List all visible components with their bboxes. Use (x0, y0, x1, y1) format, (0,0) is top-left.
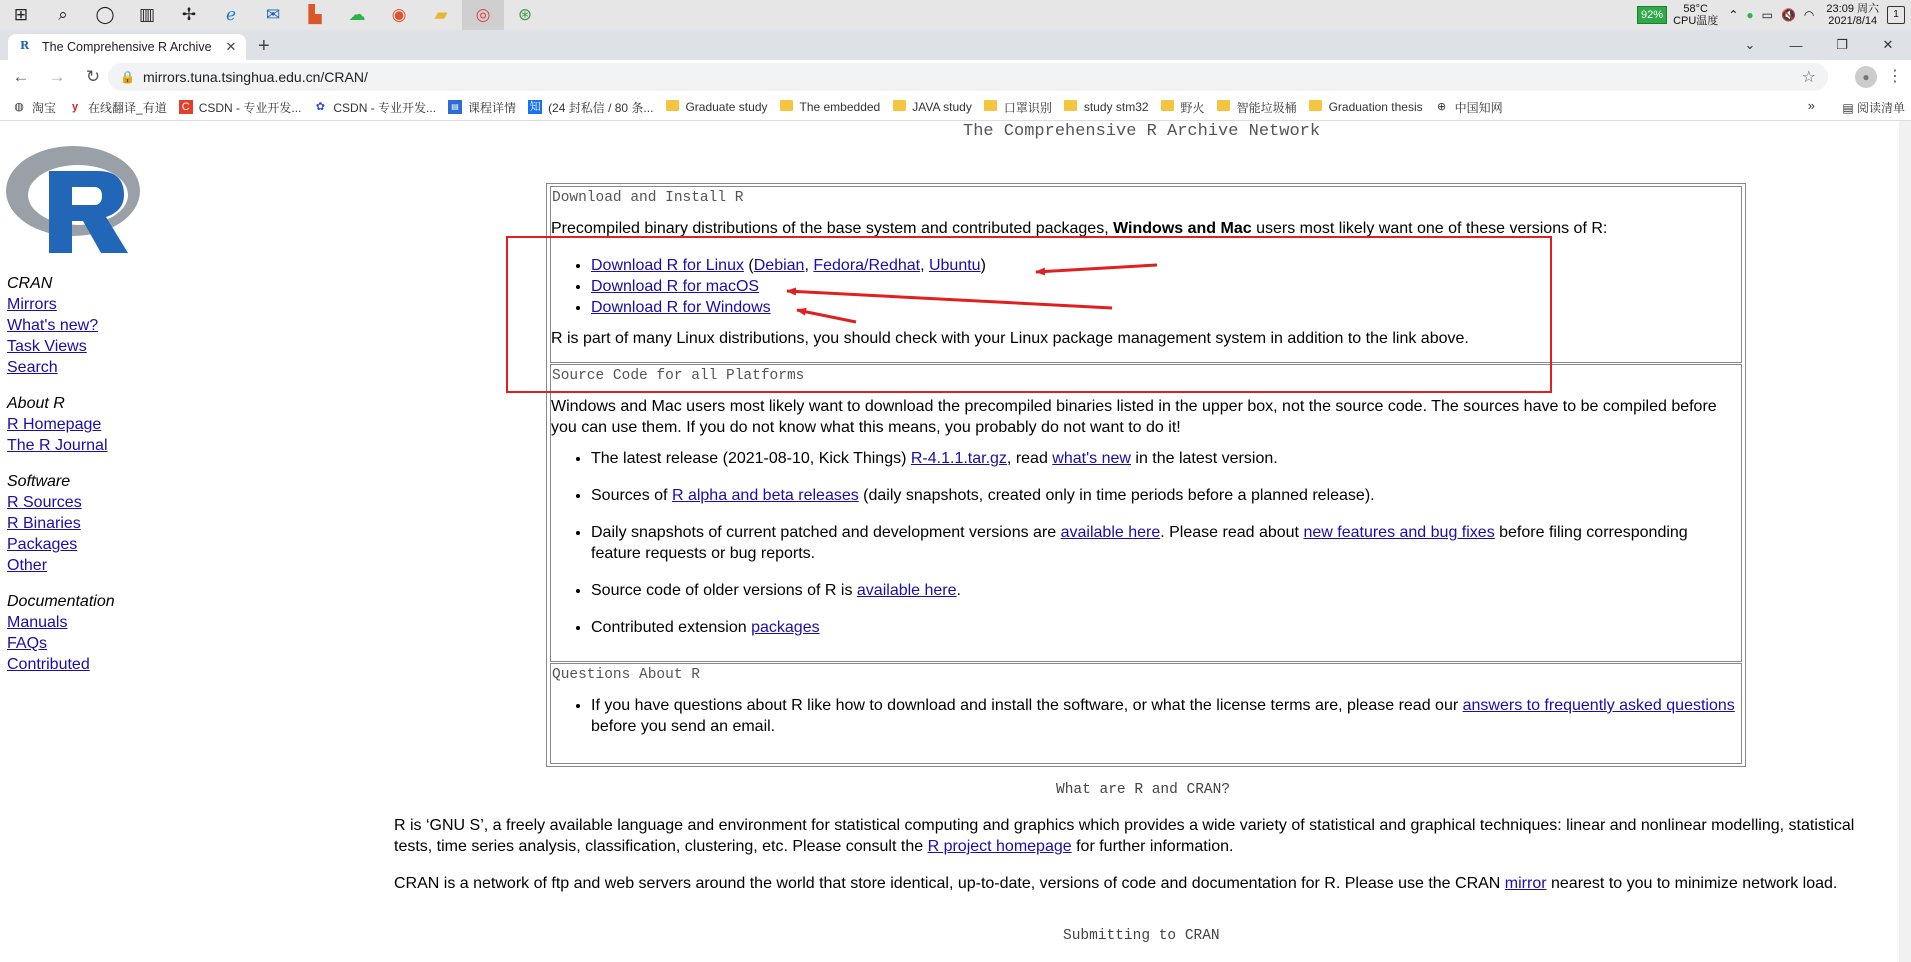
wifi-icon[interactable]: ◠ (1803, 8, 1815, 22)
bookmarks-bar (0, 94, 1911, 121)
cpu-temperature (1673, 3, 1718, 27)
cpu-temp-label: CPU温度 (1673, 15, 1719, 27)
sound-muted-icon[interactable]: 🔇 (1780, 8, 1796, 22)
bookmark-folder[interactable] (984, 99, 1052, 116)
sidebar-section-cran: CRAN (7, 275, 53, 292)
cortana-icon[interactable]: ◯ (95, 5, 115, 24)
sidebar-link-r-sources[interactable]: R Sources (7, 494, 82, 511)
notification-count[interactable]: 1 (1887, 6, 1905, 24)
sidebar-link-r-binaries[interactable]: R Binaries (7, 515, 81, 532)
battery-icon[interactable]: ▭ (1761, 8, 1773, 22)
system-tray (1637, 0, 1911, 30)
list-item (591, 485, 1741, 506)
bookmark-label: CSDN - 专业开发... (333, 100, 437, 115)
linux-distros: (Debian, Fedora/Redhat, Ubuntu) (748, 257, 986, 274)
source-box (550, 364, 1742, 662)
ie-browser-icon[interactable]: ℯ (225, 5, 237, 24)
questions-text2: before you send an email. (591, 718, 776, 735)
debian-link[interactable]: Debian (753, 257, 805, 274)
more-bookmarks-icon[interactable]: » (1807, 98, 1815, 113)
file-explorer-icon[interactable]: ▰ (434, 5, 448, 24)
sidebar-section-about: About R (7, 395, 65, 412)
bookmark-label: 课程详情 (468, 100, 517, 115)
windows-start-icon[interactable]: ⊞ (13, 5, 29, 24)
bookmark-label: study stm32 (1083, 100, 1149, 114)
folder-icon (984, 100, 998, 114)
sources-text: Sources of (591, 487, 672, 504)
sidebar-link-manuals[interactable]: Manuals (7, 614, 68, 631)
bookmark-label: 淘宝 (32, 100, 57, 115)
bookmark-label: 口罩识别 (1003, 100, 1052, 115)
bookmark-label: JAVA study (912, 100, 972, 114)
folder-icon (1064, 100, 1078, 114)
bookmark-folder[interactable] (1064, 100, 1149, 114)
bookmark-label: CSDN - 专业开发... (198, 100, 302, 115)
lock-icon[interactable]: 🔒 (120, 70, 135, 84)
green-app-icon[interactable]: ⊛ (517, 5, 533, 24)
window-controls (1727, 30, 1911, 60)
contrib-text: Contributed extension (591, 619, 752, 636)
what-paragraph-1 (394, 815, 1864, 857)
sidebar-link-mirrors[interactable]: Mirrors (7, 296, 57, 313)
daily-text: Daily snapshots of current patched and development versions are (591, 524, 1061, 541)
bookmark-item[interactable] (179, 99, 302, 116)
sidebar-nav (7, 273, 115, 675)
minimize-icon[interactable]: — (1789, 37, 1803, 53)
folder-icon (1161, 100, 1175, 114)
download-heading: Download and Install R (552, 190, 744, 206)
bookmark-label: 智能垃圾桶 (1236, 100, 1297, 115)
what-p1-text2: for further information. (1071, 838, 1234, 855)
list-item (591, 580, 1741, 601)
reading-list-icon: ▤ (1842, 101, 1857, 115)
tab-strip (0, 30, 1911, 60)
source-intro: Windows and Mac users most likely want to download the precompiled binaries listed in the upper box, not the source code. The sources have to be compiled before you can use them. If you do not know what this means, you probably do not want to do it! (551, 398, 1717, 436)
new-features-link[interactable]: new features and bug fixes (1303, 524, 1495, 541)
bookmark-folder[interactable] (1217, 99, 1297, 116)
sidebar-link-task-views[interactable]: Task Views (7, 338, 87, 355)
folder-icon (892, 100, 906, 114)
bookmark-folder[interactable] (1309, 100, 1423, 114)
list-item (591, 617, 1741, 638)
daily-available-link[interactable]: available here (1060, 524, 1161, 541)
mirror-link[interactable]: mirror (1504, 875, 1547, 892)
new-tab-icon[interactable]: + (258, 35, 270, 57)
bookmark-folder[interactable] (665, 100, 767, 114)
sidebar-link-r-journal[interactable]: The R Journal (7, 437, 108, 454)
questions-heading: Questions About R (552, 667, 700, 683)
search-icon[interactable]: ⌕ (58, 5, 68, 24)
bookmark-label: 中国知网 (1454, 100, 1503, 115)
sidebar-link-contributed[interactable]: Contributed (7, 656, 90, 673)
download-macos-link[interactable]: Download R for macOS (591, 278, 760, 295)
url-text[interactable]: mirrors.tuna.tsinghua.edu.cn/CRAN/ (142, 69, 368, 85)
battery-indicator[interactable]: 92% (1637, 6, 1667, 24)
menu-icon[interactable]: ⋮ (1887, 68, 1903, 85)
packages-link[interactable]: packages (751, 619, 820, 636)
latest-text2: , read (1006, 450, 1053, 467)
bookmark-label: Graduation thesis (1328, 100, 1423, 114)
alpha-beta-link[interactable]: R alpha and beta releases (671, 487, 859, 504)
reload-icon[interactable]: ↻ (85, 67, 101, 86)
questions-box (550, 663, 1742, 764)
clock-time: 23:09 周六 (1826, 3, 1879, 15)
whats-new-link[interactable]: what's new (1052, 450, 1131, 467)
clock-date: 2021/8/14 (1828, 15, 1878, 27)
bookmark-item[interactable] (528, 99, 653, 116)
globe-icon: ⊕ (1437, 101, 1447, 113)
sidebar-link-r-homepage[interactable]: R Homepage (7, 416, 102, 433)
back-icon[interactable]: ← (12, 67, 30, 86)
sidebar-link-other[interactable]: Other (7, 557, 48, 574)
csdn-icon: C (179, 100, 193, 114)
list-item (591, 695, 1741, 737)
folder-icon (780, 100, 794, 114)
tab-search-icon[interactable]: ⌄ (1744, 37, 1756, 52)
sources-text2: (daily snapshots, created only in time periods before a planned release). (858, 487, 1375, 504)
bookmark-item[interactable] (313, 99, 436, 116)
what-p1-text: R is ‘GNU S’, a freely available language and environment for statistical computing and graphics which provides a wide variety of statistical and graphical techniques: linear and nonlinear modelling, statistical tests, time series analysis, classification, clustering, etc. Please consult the (394, 817, 1855, 855)
sidebar-link-packages[interactable]: Packages (7, 536, 78, 553)
taobao-icon: ◍ (14, 101, 24, 113)
source-heading: Source Code for all Platforms (552, 368, 805, 384)
page-scrollbar[interactable] (1899, 121, 1911, 962)
older-available-link[interactable]: available here (856, 582, 957, 599)
download-intro-text: Precompiled binary distributions of the base system and contributed packages, (551, 220, 1114, 237)
browser-toolbar (0, 60, 1911, 94)
bookmark-item[interactable] (448, 99, 516, 116)
folder-icon (665, 100, 679, 114)
course-icon: ▤ (448, 100, 462, 114)
page-title: The Comprehensive R Archive Network (963, 122, 1321, 141)
download-intro-bold: Windows and Mac (1113, 220, 1252, 237)
paw-icon: ✿ (315, 101, 325, 113)
sidebar-link-search[interactable]: Search (7, 359, 58, 376)
sidebar-section-software: Software (7, 473, 71, 490)
submitting-heading: Submitting to CRAN (1063, 928, 1220, 944)
r-logo (6, 145, 140, 255)
clock[interactable] (1826, 3, 1879, 27)
folder-icon (1217, 100, 1231, 114)
wechat-tray-icon[interactable]: ● (1746, 8, 1754, 22)
tab-title: The Comprehensive R Archive (42, 40, 212, 54)
what-heading: What are R and CRAN? (1056, 782, 1231, 798)
what-paragraph-2 (394, 873, 1864, 894)
source-list (551, 448, 1741, 638)
app-fan-icon[interactable]: ✢ (181, 5, 197, 24)
bookmark-label: Graduate study (685, 100, 768, 114)
latest-text: The latest release (2021-08-10, Kick Things) (591, 450, 911, 467)
zhihu-icon: 知 (529, 101, 541, 113)
what-p2-text: CRAN is a network of ftp and web servers around the world that store identical, up-to-date, versions of code and documentation for R. Please use the CRAN (394, 875, 1505, 892)
wechat-icon[interactable]: ☁ (348, 5, 366, 24)
download-linux-link[interactable]: Download R for Linux (591, 257, 744, 274)
list-item (591, 448, 1741, 469)
latest-tarball-link[interactable]: R-4.1.1.tar.gz (910, 450, 1007, 467)
bookmark-folder[interactable] (780, 100, 881, 114)
address-bar[interactable] (108, 63, 1828, 91)
bookmark-item[interactable] (12, 99, 56, 116)
sidebar-link-whats-new[interactable]: What's new? (7, 317, 99, 334)
bookmark-star-icon[interactable]: ☆ (1801, 69, 1816, 86)
sidebar-link-faqs[interactable]: FAQs (7, 635, 48, 652)
bookmark-label: (24 封私信 / 80 条... (548, 100, 654, 115)
faq-answers-link[interactable]: answers to frequently asked questions (1462, 697, 1735, 714)
chrome-icon[interactable]: ◎ (462, 0, 504, 30)
restore-icon[interactable]: ❐ (1836, 37, 1848, 52)
bookmark-folder[interactable] (1161, 99, 1205, 116)
older-text2: . (956, 582, 961, 599)
office-icon[interactable]: ▙ (308, 5, 322, 24)
bookmark-folder[interactable] (892, 100, 972, 114)
cpu-temp-value: 58°C (1683, 3, 1708, 15)
chevron-up-icon[interactable]: ⌃ (1728, 8, 1739, 22)
bookmark-item[interactable] (1435, 99, 1503, 116)
download-note: R is part of many Linux distributions, you should check with your Linux package management system in addition to the link above. (551, 330, 1469, 347)
bookmark-label: 在线翻译_有道 (88, 100, 167, 115)
youdao-icon: y (71, 101, 79, 113)
annotation-highlight-box (506, 236, 1552, 393)
ubuntu-link[interactable]: Ubuntu (928, 257, 981, 274)
older-text: Source code of older versions of R is (591, 582, 857, 599)
folder-icon (1309, 100, 1323, 114)
daily-text2: . Please read about (1160, 524, 1304, 541)
bookmark-item[interactable] (68, 99, 167, 116)
r-favicon-icon: R (20, 39, 30, 52)
task-view-icon[interactable]: ▥ (138, 5, 156, 24)
reading-list-label: 阅读清单 (1856, 101, 1905, 115)
reading-list[interactable] (1842, 99, 1905, 116)
mail-icon[interactable]: ✉ (265, 5, 281, 24)
bookmark-label: 野火 (1180, 100, 1205, 115)
latest-text3: in the latest version. (1130, 450, 1278, 467)
close-window-icon[interactable]: ✕ (1882, 37, 1894, 52)
bookmark-label: The embedded (799, 100, 881, 114)
forward-icon[interactable]: → (48, 67, 66, 86)
questions-text: If you have questions about R like how to download and install the software, or what the license terms are, please read our (591, 697, 1463, 714)
web-page (0, 121, 1899, 962)
r-project-homepage-link[interactable]: R project homepage (927, 838, 1072, 855)
daily-text3: before filing corresponding feature requests or bug reports. (591, 524, 1688, 562)
sidebar-section-documentation: Documentation (7, 593, 115, 610)
browser-tab[interactable] (8, 34, 246, 60)
windows-taskbar (0, 0, 1911, 30)
download-windows-link[interactable]: Download R for Windows (591, 299, 771, 316)
questions-list (551, 695, 1741, 737)
close-tab-icon[interactable]: ✕ (225, 39, 237, 54)
fedora-link[interactable]: Fedora/Redhat (813, 257, 921, 274)
colorful-app-icon[interactable]: ◉ (391, 5, 407, 24)
download-intro-text2: users most likely want one of these versions of R: (1251, 220, 1608, 237)
what-p2-text2: nearest to you to minimize network load. (1546, 875, 1838, 892)
list-item (591, 522, 1741, 564)
profile-avatar-icon[interactable]: ● (1855, 66, 1877, 88)
